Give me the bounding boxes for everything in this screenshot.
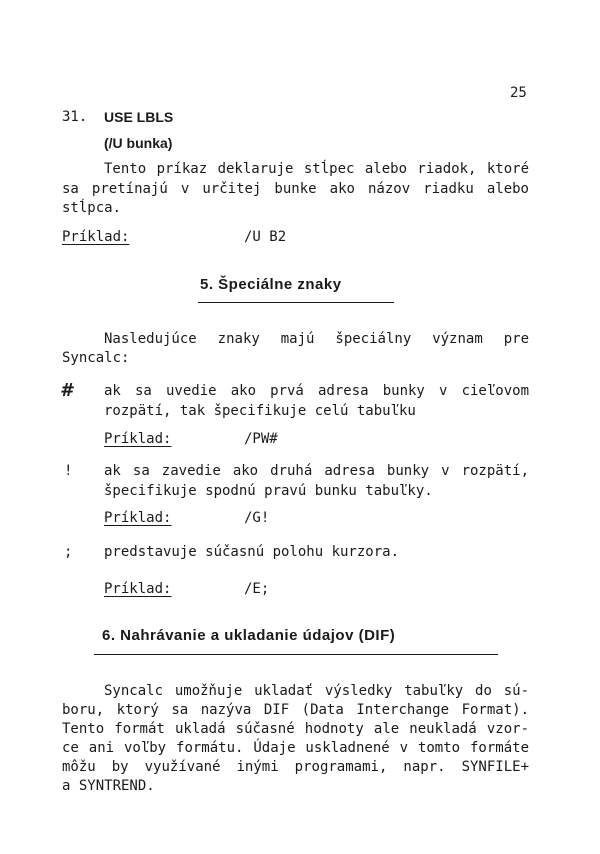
exclamation-symbol: ! xyxy=(64,463,73,479)
section-intro-line: Syncalc: xyxy=(62,350,130,366)
paragraph-line: boru, ktorý sa nazýva DIF (Data Interchange Format). xyxy=(62,702,529,718)
command-description-line: sa pretínajú v určitej bunke ako názov riadku alebo xyxy=(62,181,529,197)
paragraph-line: Syncalc umožňuje ukladať výsledky tabuľky do sú- xyxy=(104,683,529,699)
command-description-line: Tento príkaz deklaruje stĺpec alebo riadok, ktoré xyxy=(104,161,529,177)
section-intro-line: Nasledujúce znaky majú špeciálny význam pre xyxy=(104,331,529,347)
example-label: Príklad: xyxy=(104,510,172,526)
section-title: 6. Nahrávanie a ukladanie údajov (DIF) xyxy=(102,627,396,644)
section-title: 5. Špeciálne znaky xyxy=(200,276,342,293)
page-number: 25 xyxy=(510,85,527,101)
paragraph-line: a SYNTREND. xyxy=(62,778,155,794)
hash-symbol: # xyxy=(60,380,73,401)
item-text-line: špecifikuje spodnú pravú bunku tabuľky. xyxy=(104,483,433,499)
command-name: USE LBLS xyxy=(104,109,174,125)
item-text-line: ak sa uvedie ako prvá adresa bunky v cieľovom xyxy=(104,383,529,399)
example-value: /PW# xyxy=(244,431,278,447)
example-value: /G! xyxy=(244,510,270,526)
section-title-underline xyxy=(198,302,394,303)
example-label: Príklad: xyxy=(62,229,130,245)
example-label: Príklad: xyxy=(104,581,172,597)
command-syntax: (/U bunka) xyxy=(104,135,173,151)
command-description-line: stĺpca. xyxy=(62,200,122,216)
item-text-line: ak sa zavedie ako druhá adresa bunky v rozpätí, xyxy=(104,463,529,479)
command-number: 31. xyxy=(62,109,88,125)
semicolon-symbol: ; xyxy=(64,544,73,560)
item-text-line: predstavuje súčasnú polohu kurzora. xyxy=(104,544,400,560)
example-value: /U B2 xyxy=(244,229,287,245)
example-label: Príklad: xyxy=(104,431,172,447)
section-title-underline xyxy=(94,654,498,655)
item-text-line: rozpätí, tak špecifikuje celú tabuľku xyxy=(104,403,416,419)
paragraph-line: Tento formát ukladá súčasné hodnoty ale neukladá vzor- xyxy=(62,721,529,737)
paragraph-line: môžu by využívané inými programami, napr. SYNFILE+ xyxy=(62,759,529,775)
example-value: /E; xyxy=(244,581,270,597)
paragraph-line: ce ani voľby formátu. Údaje uskladnené v tomto formáte xyxy=(62,740,529,756)
